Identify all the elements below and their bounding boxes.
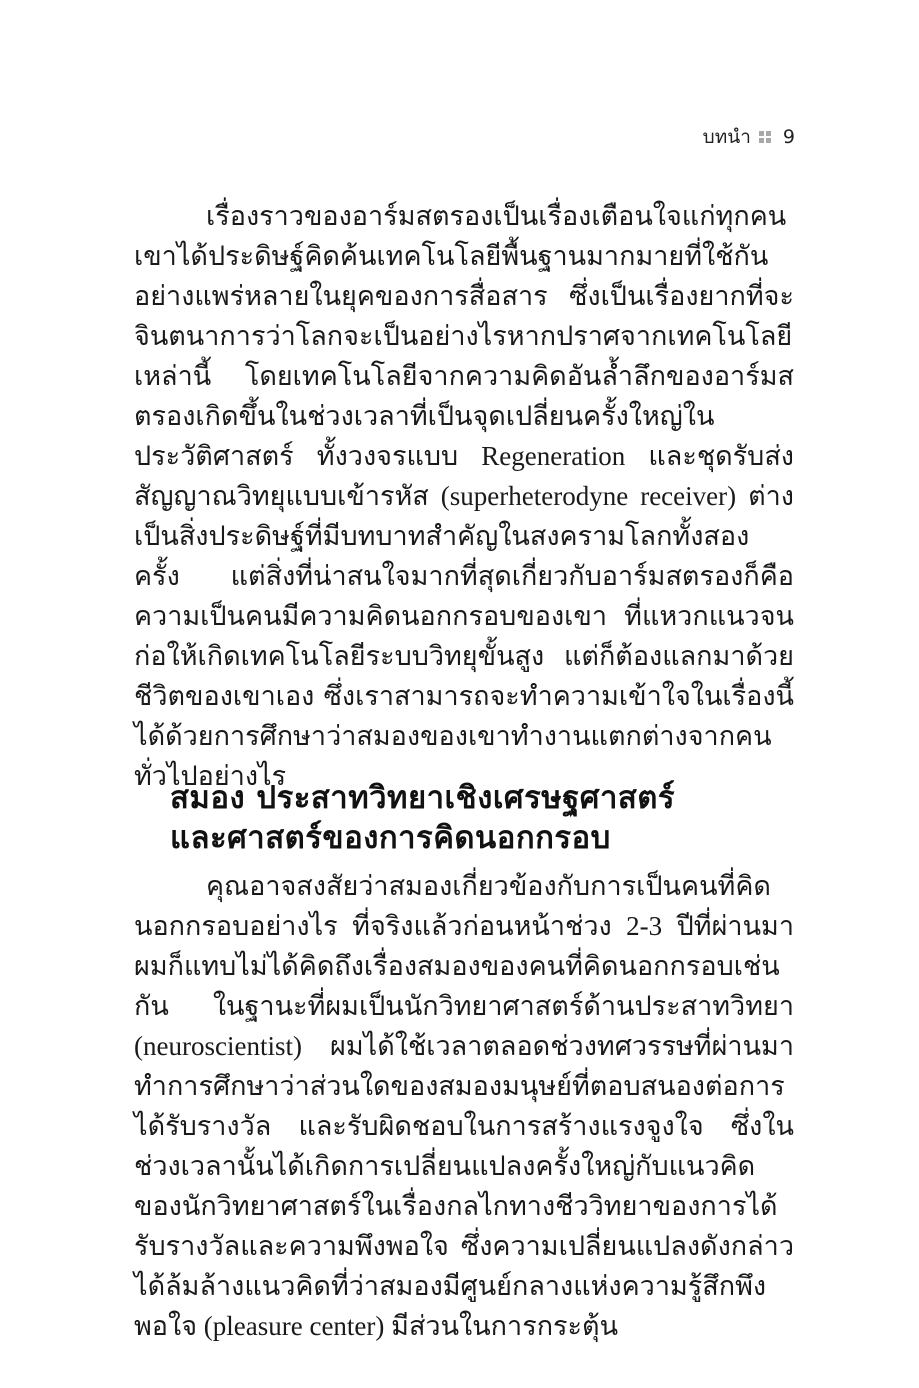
section-heading-line-1: สมอง ประสาทวิทยาเชิงเศรษฐศาสตร์	[170, 779, 676, 816]
four-squares-separator-icon	[759, 131, 771, 143]
paragraph-armstrong-story	[134, 196, 794, 796]
section-heading-line-2: และศาสตร์ของการคิดนอกกรอบ	[170, 819, 611, 856]
running-header	[703, 122, 795, 152]
page-number: 9	[782, 126, 795, 148]
paragraph-brain-neuroscience	[134, 866, 794, 1346]
paragraph-text: คุณอาจสงสัยว่าสมองเกี่ยวข้องกับการเป็นคนที่คิดนอกกรอบอย่างไร ที่จริงแล้วก่อนหน้าช่วง 2-3 ปีที่ผ่านมา ผมก็แทบไม่ได้คิดถึงเรื่องสมองของคนที่คิดนอกกรอบเช่นกัน ในฐานะที่ผมเป็นนักวิทยาศาสตร์ด้านประสาทวิทยา (neuroscientist) ผมได้ใช้เวลาตลอดช่วงทศวรรษที่ผ่านมาทำการศึกษาว่าส่วนใดของสมองมนุษย์ที่ตอบสนองต่อการได้รับรางวัล และรับผิดชอบในการสร้างแรงจูงใจ ซึ่งในช่วงเวลานั้นได้เกิดการเปลี่ยนแปลงครั้งใหญ่กับแนวคิดของนักวิทยาศาสตร์ในเรื่องกลไกทางชีววิทยาของการได้รับรางวัลและความพึงพอใจ ซึ่งความเปลี่ยนแปลงดังกล่าวได้ล้มล้างแนวคิดที่ว่าสมองมีศูนย์กลางแห่งความรู้สึกพึงพอใจ (pleasure center) มีส่วนในการกระตุ้น	[134, 871, 794, 1341]
chapter-label: บทนำ	[702, 126, 751, 148]
paragraph-text: เรื่องราวของอาร์มสตรองเป็นเรื่องเตือนใจแก่ทุกคน เขาได้ประดิษฐ์คิดค้นเทคโนโลยีพื้นฐานมากมายที่ใช้กันอย่างแพร่หลายในยุคของการสื่อสาร ซึ่งเป็นเรื่องยากที่จะจินตนาการว่าโลกจะเป็นอย่างไรหากปราศจากเทคโนโลยีเหล่านี้ โดยเทคโนโลยีจากความคิดอันล้ำลึกของอาร์มสตรองเกิดขึ้นในช่วงเวลาที่เป็นจุดเปลี่ยนครั้งใหญ่ในประวัติศาสตร์ ทั้งวงจรแบบ Regeneration และชุดรับส่งสัญญาณวิทยุแบบเข้ารหัส (superheterodyne receiver) ต่างเป็นสิ่งประดิษฐ์ที่มีบทบาทสำคัญในสงครามโลกทั้งสองครั้ง แต่สิ่งที่น่าสนใจมากที่สุดเกี่ยวกับอาร์มสตรองก็คือความเป็นคนมีความคิดนอกกรอบของเขา ที่แหวกแนวจนก่อให้เกิดเทคโนโลยีระบบวิทยุขั้นสูง แต่ก็ต้องแลกมาด้วยชีวิตของเขาเอง ซึ่งเราสามารถจะทำความเข้าใจในเรื่องนี้ได้ด้วยการศึกษาว่าสมองของเขาทำงานแตกต่างจากคนทั่วไปอย่างไร	[134, 201, 794, 791]
section-heading	[170, 778, 770, 858]
